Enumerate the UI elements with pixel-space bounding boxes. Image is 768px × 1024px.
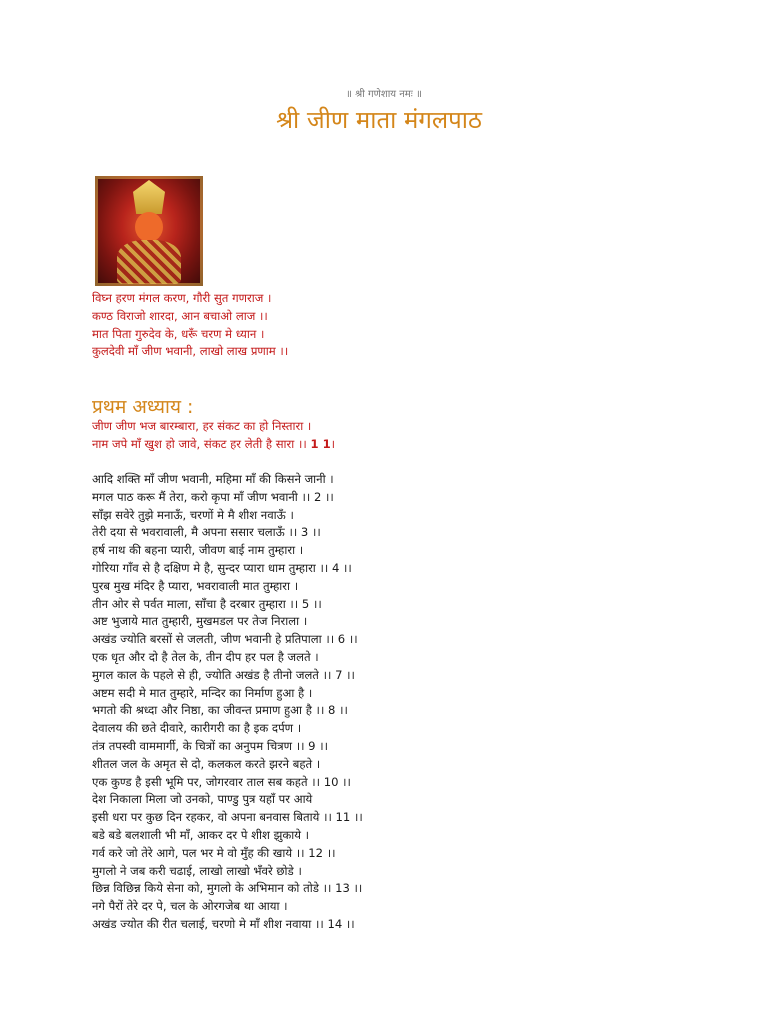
- verse-line: अष्ट भुजाये मात तुम्हारी, मुखमडल पर तेज निराला ।: [92, 614, 308, 629]
- verse-line: नगे पैरों तेरे दर पे, चल के ओरगजेब था आया ।: [92, 899, 288, 914]
- verse-line: तीन ओर से पर्वत माला, साँचा है दरबार तुम्हारा ।। 5 ।।: [92, 596, 322, 611]
- verse-line: मुगल काल के पहले से ही, ज्योति अखंड है तीनो जलते ।। 7 ।।: [92, 667, 355, 682]
- verse-line: शीतल जल के अमृत से दो, कलकल करते झरने बहते ।: [92, 756, 321, 771]
- doha-line: कण्ठ विराजो शारदा, आन बचाओ लाज ।।: [92, 308, 268, 323]
- verse-line: साँझ सवेरे तुझे मनाऊँ, चरणों मे मै शीश नवाऊँ ।: [92, 507, 294, 522]
- chorus-block: [92, 418, 335, 454]
- verse-line: पुरब मुख मंदिर है प्यारा, भवरावाली मात तुम्हारा ।: [92, 578, 299, 593]
- verse-line: गोरिया गाँव से है दक्षिण मे है, सुन्दर प्यारा धाम तुम्हारा ।। 4 ।।: [92, 560, 352, 575]
- verse-line: छिन्न विछिन्न किये सेना को, मुगलो के अभिमान को तोडे ।। 13 ।।: [92, 881, 363, 896]
- chapter-heading: प्रथम अध्याय :: [92, 396, 194, 418]
- verse-line: देश निकाला मिला जो उनको, पाण्डु पुत्र यहाँ पर आये: [92, 792, 313, 807]
- verse-line: अखंड ज्योत की रीत चलाई, चरणो मे माँ शीश नवाया ।। 14 ।।: [92, 916, 355, 931]
- chorus-line: नाम जपे माँ खुश हो जावे, संकट हर लेती है सारा ।। 1 1।: [92, 436, 336, 451]
- verse-line: एक कुण्ड है इसी भूमि पर, जोगरवार ताल सब कहते ।। 10 ।।: [92, 774, 351, 789]
- verse-line: तेरी दया से भवरावाली, मै अपना ससार चलाऊँ ।। 3 ।।: [92, 525, 321, 540]
- verse-block: [92, 471, 363, 934]
- verse-line: हर्ष नाथ की बहना प्यारी, जीवण बाई नाम तुम्हारा ।: [92, 543, 304, 558]
- chorus-line: जीण जीण भज बारम्बारा, हर संकट का हो निस्तारा ।: [92, 419, 312, 433]
- doha-line: मात पिता गुरुदेव के, धरूँ चरण मे ध्यान ।: [92, 326, 265, 341]
- verse-line: भगतो की श्रध्दा और निष्ठा, का जीवन्त प्रमाण हुआ है ।। 8 ।।: [92, 703, 348, 718]
- page-title: श्री जीण माता मंगलपाठ: [276, 106, 482, 134]
- verse-line: देवालय की छते दीवारे, कारीगरी का है इक दर्पण ।: [92, 721, 302, 736]
- doha-block: [92, 290, 288, 361]
- verse-line: अष्टम सदी मे मात तुम्हारे, मन्दिर का निर्माण हुआ है ।: [92, 685, 313, 700]
- verse-line: तंत्र तपस्वी वाममार्गी, के चित्रों का अनुपम चित्रण ।। 9 ।।: [92, 738, 329, 753]
- chorus-line-text: नाम जपे माँ खुश हो जावे, संकट हर लेती है सारा ।।: [92, 436, 307, 451]
- verse-line: एक धृत और दो है तेल के, तीन दीप हर पल है जलते ।: [92, 649, 319, 664]
- doha-line: कुलदेवी माँ जीण भवानी, लाखो लाख प्रणाम ।।: [92, 344, 289, 359]
- deity-image: [95, 176, 203, 286]
- verse-line: मुगलो ने जब करी चढाई, लाखो लाखो भँवरे छोडे ।: [92, 863, 302, 878]
- verse-line: इसी धरा पर कुछ दिन रहकर, वो अपना बनवास बिताये ।। 11 ।।: [92, 810, 363, 825]
- verse-line: गर्व करे जो तेरे आगे, पल भर मे वो मुँह की खाये ।। 12 ।।: [92, 845, 336, 860]
- verse-line: बडे बडे बलशाली भी माँ, आकर दर पे शीश झुकाये ।: [92, 827, 310, 842]
- frame-border: [95, 176, 203, 286]
- verse-line: अखंड ज्योति बरसों से जलती, जीण भवानी हे प्रतिपाला ।। 6 ।।: [92, 632, 358, 647]
- invocation: ॥ श्री गणेशाय नमः ॥: [346, 89, 422, 100]
- verse-line: मगल पाठ करू मैं तेरा, करो कृपा माँ जीण भवानी ।। 2 ।।: [92, 489, 334, 504]
- doha-line: विघ्न हरण मंगल करण, गौरी सुत गणराज ।: [92, 291, 272, 305]
- verse-line: आदि शक्ति माँ जीण भवानी, महिमा माँ की किसने जानी ।: [92, 472, 334, 486]
- chorus-number: 1 1: [310, 436, 331, 451]
